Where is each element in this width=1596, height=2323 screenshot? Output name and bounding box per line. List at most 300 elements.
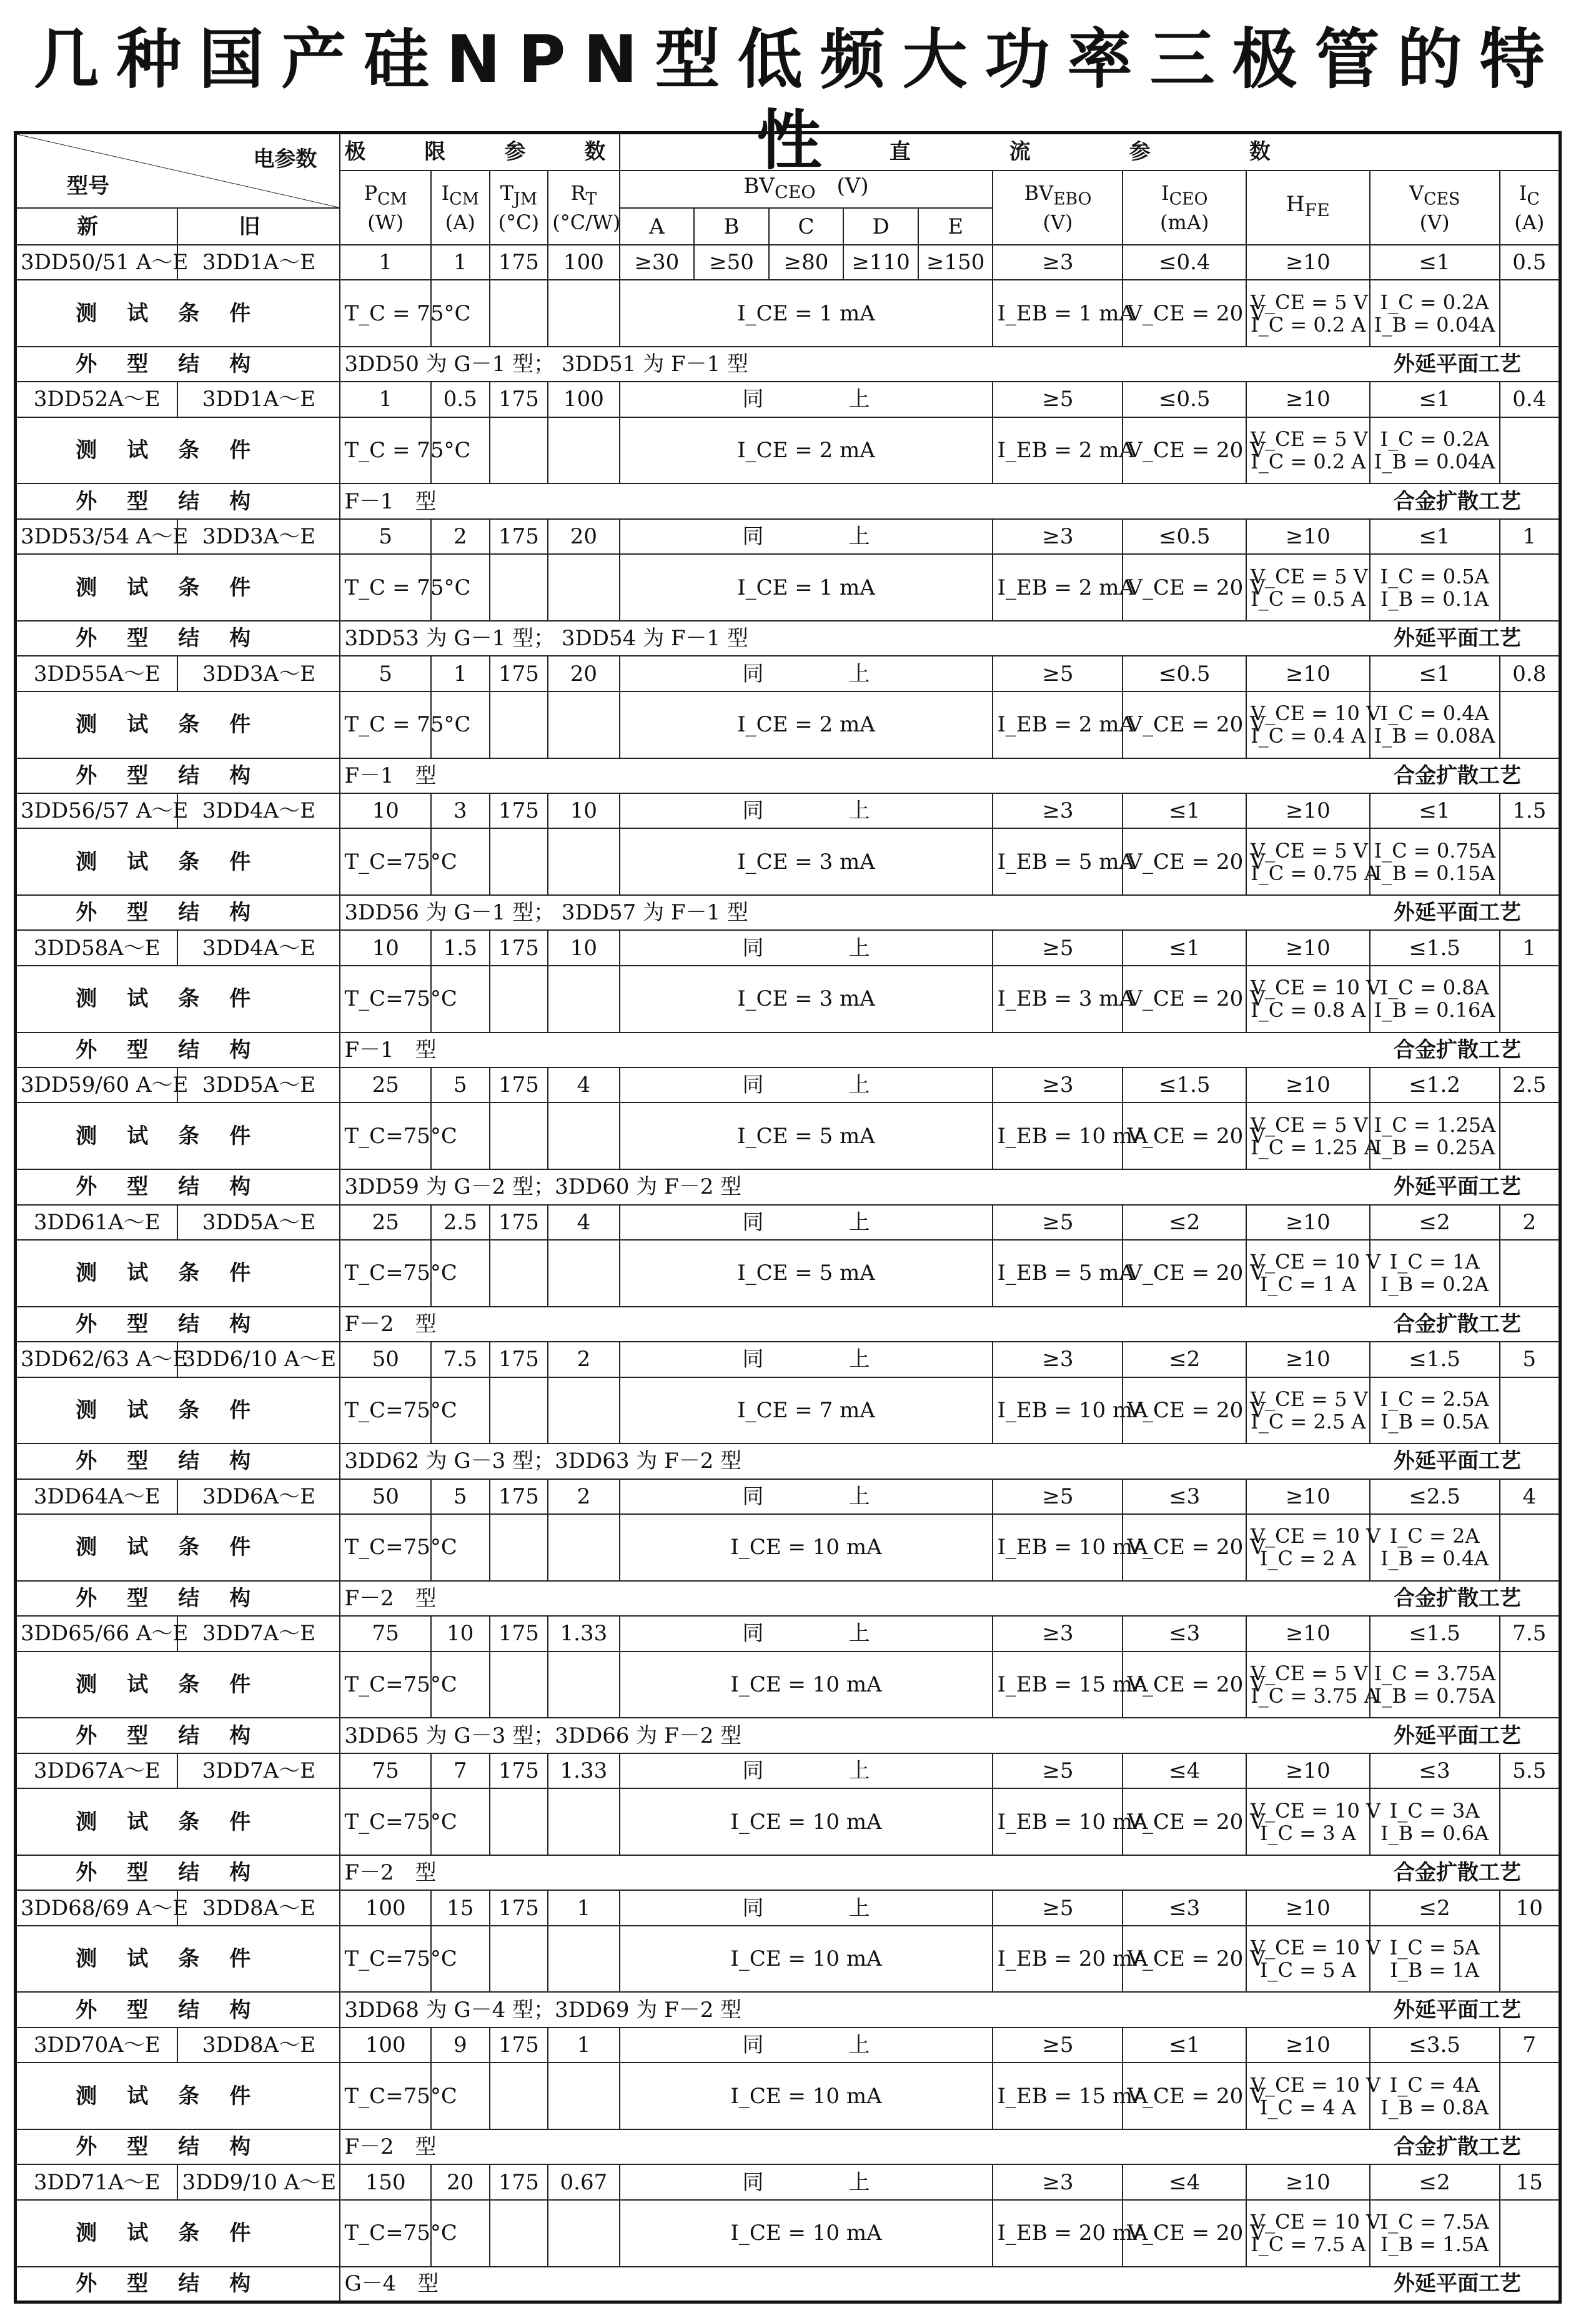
blank-cell [548,828,619,895]
model-old: 3DD4A～E [177,793,340,828]
rt-value: 20 [548,656,619,691]
hfe-condition: V_CE = 5 V I_C = 0.2 A [1246,280,1370,347]
process-type: 合金扩散工艺 [993,1581,1560,1616]
bvceo-same-as-above: 同 上 [620,1753,993,1788]
process-type: 合金扩散工艺 [993,1855,1560,1890]
blank-cell [548,1240,619,1307]
icm-value: 3 [431,793,490,828]
package-row [16,1169,1560,1204]
blank-cell [1500,280,1560,347]
package-label: 外型结构 [16,2129,340,2164]
rt-value: 2 [548,1479,619,1514]
ic-value: 5.5 [1500,1753,1560,1788]
blank-cell [490,1652,548,1718]
bvceo-same-as-above: 同 上 [620,930,993,965]
ice-condition: I_CE = 10 mA [620,1514,993,1581]
model-new: 3DD65/66 A～E [16,1616,178,1651]
model-new: 3DD56/57 A～E [16,793,178,828]
test-condition-row [16,828,1560,895]
test-condition-row [16,2063,1560,2129]
test-condition-label: 测试条件 [16,554,340,621]
package-structure: F－2 型 [340,1581,993,1616]
rt-value: 4 [548,1205,619,1240]
hfe-value: ≥10 [1246,793,1370,828]
rt-value: 20 [548,519,619,554]
ic-value: 5 [1500,1342,1560,1377]
model-new: 3DD70A～E [16,2028,178,2063]
header-grade-b: B [694,208,769,244]
package-row [16,1718,1560,1753]
ic-value: 10 [1500,1890,1560,1925]
icm-value: 20 [431,2164,490,2199]
tc-condition: T_C=75°C [340,828,431,895]
package-row [16,347,1560,382]
ice-condition: I_CE = 10 mA [620,1788,993,1855]
tjm-value: 175 [490,2028,548,2063]
ic-value: 2.5 [1500,1067,1560,1102]
blank-cell [1500,1514,1560,1581]
model-old: 3DD6/10 A～E [177,1342,340,1377]
package-structure: G－4 型 [340,2267,993,2302]
test-condition-row [16,691,1560,758]
header-vces: $V_{CES}$ (V) [1370,171,1500,245]
iceo-value: ≤4 [1123,1753,1246,1788]
bvebo-value: ≥3 [993,1067,1123,1102]
blank-cell [548,1514,619,1581]
ieb-condition: I_EB = 3 mA [993,966,1123,1033]
blank-cell [1500,2200,1560,2267]
bvceo-same-as-above: 同 上 [620,1479,993,1514]
header-rt: $R_T$ (°C/W) [548,171,619,245]
package-structure: 3DD56 为 G－1 型； 3DD57 为 F－1 型 [340,895,993,930]
rt-value: 1 [548,2028,619,2063]
icm-value: 2.5 [431,1205,490,1240]
rt-value: 10 [548,930,619,965]
process-type: 合金扩散工艺 [993,2129,1560,2164]
icm-value: 5 [431,1067,490,1102]
pcm-value: 25 [340,1067,431,1102]
model-old: 3DD8A～E [177,1890,340,1925]
vces-value: ≤1.5 [1370,1342,1500,1377]
bvceo-same-as-above: 同 上 [620,1616,993,1651]
iceo-value: ≤2 [1123,1205,1246,1240]
tjm-value: 175 [490,2164,548,2199]
bvebo-value: ≥5 [993,1479,1123,1514]
device-row [16,1890,1560,1925]
ic-value: 0.4 [1500,382,1560,417]
hfe-value: ≥10 [1246,245,1370,280]
bvceo-same-as-above: 同 上 [620,1067,993,1102]
vces-value: ≤2.5 [1370,1479,1500,1514]
process-type: 合金扩散工艺 [993,1033,1560,1067]
ic-value: 7.5 [1500,1616,1560,1651]
rt-value: 100 [548,382,619,417]
tjm-value: 175 [490,1205,548,1240]
vces-value: ≤1.5 [1370,1616,1500,1651]
vces-condition: I_C = 3A I_B = 0.6A [1370,1788,1500,1855]
blank-cell [548,280,619,347]
tjm-value: 175 [490,1479,548,1514]
process-type: 外延平面工艺 [993,2267,1560,2302]
ic-value: 0.5 [1500,245,1560,280]
package-structure: F－2 型 [340,1855,993,1890]
bvceo-same-as-above: 同 上 [620,2164,993,2199]
model-new: 3DD50/51 A～E [16,245,178,280]
bvceo-same-as-above: 同 上 [620,1205,993,1240]
ice-condition: I_CE = 10 mA [620,2200,993,2267]
package-label: 外型结构 [16,1444,340,1478]
pcm-value: 150 [340,2164,431,2199]
package-label: 外型结构 [16,1855,340,1890]
header-new: 新 [16,208,178,244]
bvceo-value: ≥30 [620,245,695,280]
ice-condition: I_CE = 2 mA [620,691,993,758]
header-bvebo: $BV_{EBO}$ (V) [993,171,1123,245]
ieb-condition: I_EB = 5 mA [993,828,1123,895]
header-grade-c: C [769,208,844,244]
hfe-value: ≥10 [1246,930,1370,965]
hfe-value: ≥10 [1246,1616,1370,1651]
model-new: 3DD68/69 A～E [16,1890,178,1925]
bvceo-same-as-above: 同 上 [620,1890,993,1925]
header-tjm: $T_{JM}$ (°C) [490,171,548,245]
pcm-value: 5 [340,519,431,554]
rt-value: 1.33 [548,1616,619,1651]
ic-value: 0.8 [1500,656,1560,691]
tjm-value: 175 [490,382,548,417]
vces-condition: I_C = 0.8A I_B = 0.16A [1370,966,1500,1033]
pcm-value: 25 [340,1205,431,1240]
ieb-condition: I_EB = 10 mA [993,1514,1123,1581]
ieb-condition: I_EB = 2 mA [993,417,1123,484]
ieb-condition: I_EB = 10 mA [993,1102,1123,1169]
package-row [16,1992,1560,2027]
blank-cell [490,691,548,758]
icm-value: 2 [431,519,490,554]
blank-cell [490,1926,548,1993]
tc-condition: T_C = 75°C [340,691,431,758]
vces-value: ≤1.2 [1370,1067,1500,1102]
blank-cell [490,1102,548,1169]
ieb-condition: I_EB = 20 mA [993,2200,1123,2267]
tc-condition: T_C=75°C [340,1788,431,1855]
ice-condition: I_CE = 1 mA [620,280,993,347]
device-row [16,1205,1560,1240]
blank-cell [548,691,619,758]
vces-condition: I_C = 0.2A I_B = 0.04A [1370,280,1500,347]
model-old: 3DD9/10 A～E [177,2164,340,2199]
header-grade-e: E [918,208,993,244]
bvebo-value: ≥5 [993,1890,1123,1925]
tc-condition: T_C=75°C [340,1240,431,1307]
vces-condition: I_C = 0.2A I_B = 0.04A [1370,417,1500,484]
vces-condition: I_C = 1.25A I_B = 0.25A [1370,1102,1500,1169]
ic-value: 1.5 [1500,793,1560,828]
vce-condition: V_CE = 20 V [1123,1926,1246,1993]
rt-value: 100 [548,245,619,280]
vces-value: ≤3.5 [1370,2028,1500,2063]
bvebo-value: ≥5 [993,930,1123,965]
package-structure: 3DD68 为 G－4 型；3DD69 为 F－2 型 [340,1992,993,2027]
tc-condition: T_C=75°C [340,1102,431,1169]
hfe-condition: V_CE = 10 V I_C = 5 A [1246,1926,1370,1993]
package-label: 外型结构 [16,1169,340,1204]
package-structure: 3DD59 为 G－2 型；3DD60 为 F－2 型 [340,1169,993,1204]
hfe-condition: V_CE = 5 V I_C = 1.25 A [1246,1102,1370,1169]
bvebo-value: ≥5 [993,382,1123,417]
model-new: 3DD67A～E [16,1753,178,1788]
test-condition-row [16,417,1560,484]
rt-value: 0.67 [548,2164,619,2199]
vces-value: ≤1.5 [1370,930,1500,965]
iceo-value: ≤3 [1123,1479,1246,1514]
package-label: 外型结构 [16,1718,340,1753]
icm-value: 7 [431,1753,490,1788]
blank-cell [490,1377,548,1444]
bvebo-value: ≥3 [993,1616,1123,1651]
test-condition-row [16,1788,1560,1855]
icm-value: 1 [431,656,490,691]
test-condition-row [16,1514,1560,1581]
icm-value: 15 [431,1890,490,1925]
hfe-value: ≥10 [1246,1342,1370,1377]
pcm-value: 75 [340,1616,431,1651]
vces-condition: I_C = 7.5A I_B = 1.5A [1370,2200,1500,2267]
blank-cell [490,1788,548,1855]
package-structure: F－2 型 [340,2129,993,2164]
ice-condition: I_CE = 7 mA [620,1377,993,1444]
tc-condition: T_C=75°C [340,2200,431,2267]
package-row [16,895,1560,930]
test-condition-row [16,2200,1560,2267]
iceo-value: ≤1 [1123,930,1246,965]
blank-cell [490,1240,548,1307]
blank-cell [548,1788,619,1855]
package-label: 外型结构 [16,1581,340,1616]
pcm-value: 100 [340,1890,431,1925]
bvceo-value: ≥50 [694,245,769,280]
model-new: 3DD62/63 A～E [16,1342,178,1377]
device-row [16,1753,1560,1788]
blank-cell [490,2200,548,2267]
test-condition-label: 测试条件 [16,2063,340,2129]
header-icm: $I_{CM}$ (A) [431,171,490,245]
hfe-value: ≥10 [1246,382,1370,417]
header-pcm: $P_{CM}$ (W) [340,171,431,245]
hfe-condition: V_CE = 5 V I_C = 2.5 A [1246,1377,1370,1444]
iceo-value: ≤0.5 [1123,382,1246,417]
device-row [16,2028,1560,2063]
iceo-value: ≤4 [1123,2164,1246,2199]
process-type: 外延平面工艺 [993,1992,1560,2027]
ieb-condition: I_EB = 15 mA [993,1652,1123,1718]
pcm-value: 75 [340,1753,431,1788]
package-row [16,621,1560,656]
ice-condition: I_CE = 5 mA [620,1240,993,1307]
bvebo-value: ≥3 [993,793,1123,828]
tc-condition: T_C=75°C [340,2063,431,2129]
model-old: 3DD5A～E [177,1205,340,1240]
device-row [16,382,1560,417]
blank-cell [548,2200,619,2267]
package-row [16,1581,1560,1616]
ieb-condition: I_EB = 20 mA [993,1926,1123,1993]
model-old: 3DD6A～E [177,1479,340,1514]
ice-condition: I_CE = 2 mA [620,417,993,484]
header-iceo: $I_{CEO}$ (mA) [1123,171,1246,245]
package-row [16,1307,1560,1342]
tjm-value: 175 [490,656,548,691]
hfe-value: ≥10 [1246,1479,1370,1514]
vce-condition: V_CE = 20 V [1123,1240,1246,1307]
model-new: 3DD58A～E [16,930,178,965]
model-new: 3DD64A～E [16,1479,178,1514]
hfe-value: ≥10 [1246,2028,1370,2063]
test-condition-row [16,1102,1560,1169]
test-condition-label: 测试条件 [16,1926,340,1993]
vces-condition: I_C = 2A I_B = 0.4A [1370,1514,1500,1581]
icm-value: 10 [431,1616,490,1651]
blank-cell [490,2063,548,2129]
vces-value: ≤1 [1370,245,1500,280]
vces-condition: I_C = 0.5A I_B = 0.1A [1370,554,1500,621]
blank-cell [490,966,548,1033]
tc-condition: T_C = 75°C [340,554,431,621]
vces-value: ≤1 [1370,382,1500,417]
vces-value: ≤2 [1370,1890,1500,1925]
package-row [16,483,1560,518]
icm-value: 9 [431,2028,490,2063]
device-row [16,519,1560,554]
device-row [16,793,1560,828]
ieb-condition: I_EB = 5 mA [993,1240,1123,1307]
ic-value: 7 [1500,2028,1560,2063]
bvceo-same-as-above: 同 上 [620,2028,993,2063]
tjm-value: 175 [490,1067,548,1102]
test-condition-label: 测试条件 [16,1102,340,1169]
transistor-spec-table [14,131,1562,2304]
vce-condition: V_CE = 20 V [1123,1514,1246,1581]
vces-condition: I_C = 2.5A I_B = 0.5A [1370,1377,1500,1444]
device-row [16,1067,1560,1102]
test-condition-row [16,1377,1560,1444]
iceo-value: ≤0.5 [1123,519,1246,554]
blank-cell [490,280,548,347]
vce-condition: V_CE = 20 V [1123,2200,1246,2267]
package-label: 外型结构 [16,758,340,793]
tc-condition: T_C=75°C [340,1377,431,1444]
vces-value: ≤1 [1370,519,1500,554]
blank-cell [1500,1926,1560,1993]
device-row [16,1479,1560,1514]
blank-cell [490,554,548,621]
header-model-label: 型号 [67,174,109,199]
iceo-value: ≤3 [1123,1616,1246,1651]
package-label: 外型结构 [16,1033,340,1067]
icm-value: 5 [431,1479,490,1514]
tc-condition: T_C=75°C [340,1514,431,1581]
ice-condition: I_CE = 10 mA [620,1652,993,1718]
blank-cell [1500,2063,1560,2129]
bvebo-value: ≥3 [993,245,1123,280]
header-dc: 直 流 参 数 [620,133,1560,171]
blank-cell [1500,1377,1560,1444]
test-condition-label: 测试条件 [16,966,340,1033]
process-type: 外延平面工艺 [993,1718,1560,1753]
ieb-condition: I_EB = 10 mA [993,1377,1123,1444]
tjm-value: 175 [490,930,548,965]
hfe-condition: V_CE = 5 V I_C = 0.2 A [1246,417,1370,484]
blank-cell [1500,1240,1560,1307]
bvceo-same-as-above: 同 上 [620,1342,993,1377]
icm-value: 1 [431,245,490,280]
blank-cell [1500,1652,1560,1718]
device-row [16,245,1560,280]
blank-cell [548,1377,619,1444]
vces-condition: I_C = 1A I_B = 0.2A [1370,1240,1500,1307]
model-old: 3DD4A～E [177,930,340,965]
vces-value: ≤2 [1370,2164,1500,2199]
package-row [16,2129,1560,2164]
blank-cell [548,2063,619,2129]
package-structure: F－1 型 [340,483,993,518]
package-label: 外型结构 [16,1307,340,1342]
hfe-condition: V_CE = 10 V I_C = 3 A [1246,1788,1370,1855]
ic-value: 15 [1500,2164,1560,2199]
process-type: 合金扩散工艺 [993,483,1560,518]
vce-condition: V_CE = 20 V [1123,1652,1246,1718]
vce-condition: V_CE = 20 V [1123,1102,1246,1169]
hfe-condition: V_CE = 5 V I_C = 0.75 A [1246,828,1370,895]
tjm-value: 175 [490,793,548,828]
vces-value: ≤2 [1370,1205,1500,1240]
tc-condition: T_C=75°C [340,1926,431,1993]
iceo-value: ≤1 [1123,2028,1246,2063]
tc-condition: T_C=75°C [340,1652,431,1718]
vce-condition: V_CE = 20 V [1123,2063,1246,2129]
ice-condition: I_CE = 1 mA [620,554,993,621]
package-row [16,1444,1560,1478]
bvceo-same-as-above: 同 上 [620,793,993,828]
pcm-value: 5 [340,656,431,691]
tjm-value: 175 [490,519,548,554]
ic-value: 1 [1500,930,1560,965]
device-row [16,1342,1560,1377]
model-old: 3DD5A～E [177,1067,340,1102]
pcm-value: 10 [340,793,431,828]
package-structure: F－2 型 [340,1307,993,1342]
blank-cell [1500,691,1560,758]
package-label: 外型结构 [16,347,340,382]
bvceo-value: ≥80 [769,245,844,280]
ieb-condition: I_EB = 2 mA [993,554,1123,621]
icm-value: 7.5 [431,1342,490,1377]
ieb-condition: I_EB = 2 mA [993,691,1123,758]
iceo-value: ≤1 [1123,793,1246,828]
rt-value: 4 [548,1067,619,1102]
hfe-condition: V_CE = 10 V I_C = 7.5 A [1246,2200,1370,2267]
ice-condition: I_CE = 3 mA [620,828,993,895]
ic-value: 2 [1500,1205,1560,1240]
test-condition-label: 测试条件 [16,1377,340,1444]
hfe-condition: V_CE = 10 V I_C = 0.8 A [1246,966,1370,1033]
test-condition-label: 测试条件 [16,2200,340,2267]
pcm-value: 10 [340,930,431,965]
hfe-condition: V_CE = 10 V I_C = 4 A [1246,2063,1370,2129]
iceo-value: ≤3 [1123,1890,1246,1925]
tjm-value: 175 [490,1753,548,1788]
blank-cell [1500,828,1560,895]
